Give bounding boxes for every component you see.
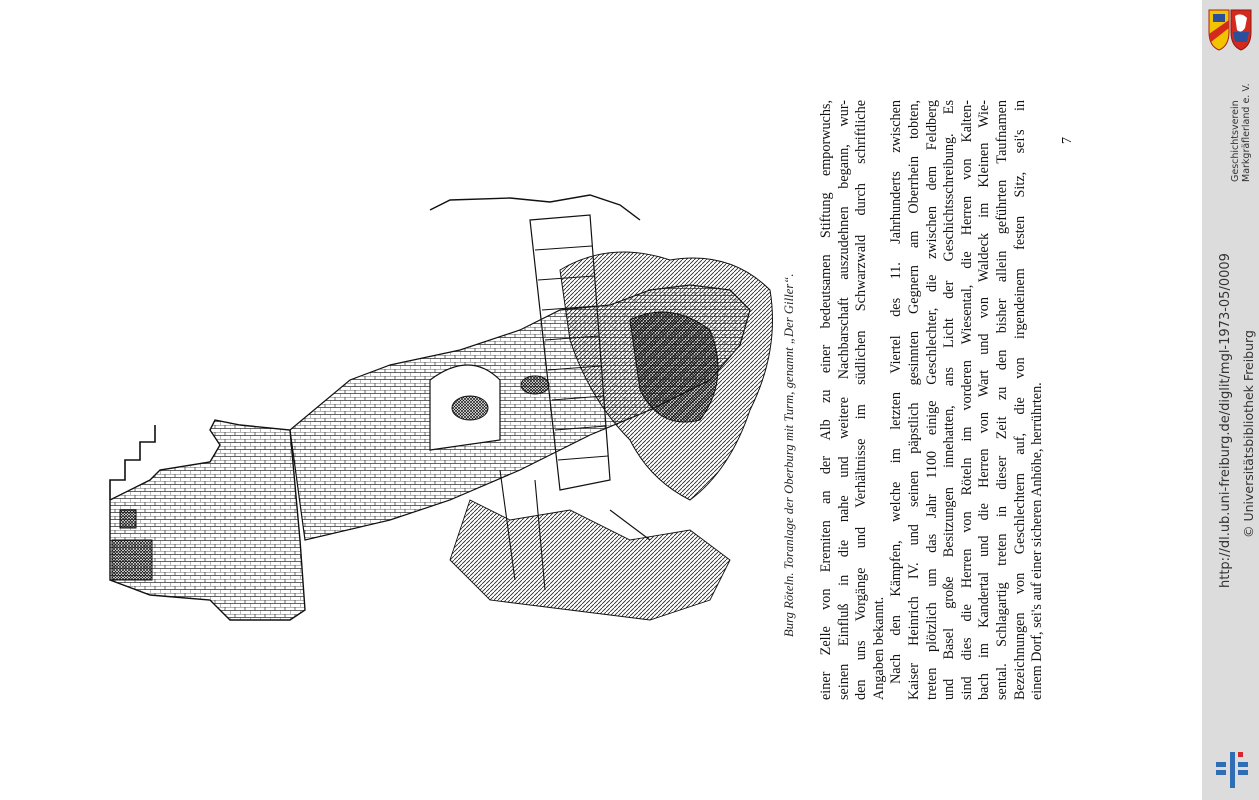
text-line: treten plötzlich um das Jahr 1100 einige Geschlechter, die zwischen dem Feldberg bbox=[923, 100, 940, 700]
text-line: bach im Kandertal und die Herren von Wart und von Waldeck im Kleinen Wie- bbox=[976, 100, 993, 700]
text-line: Bezeichnungen von Geschlechtern auf, die von irgendeinem festen Sitz, sei's in bbox=[1011, 100, 1028, 700]
text-line: sind dies die Herren von Röteln im vorderen Wiesental, die Herren von Kalten- bbox=[958, 100, 975, 700]
castle-gate-illustration bbox=[90, 180, 790, 710]
text-line: den uns Vorgänge und Verhältnisse im südlichen Schwarzwald durch schriftliche bbox=[853, 100, 870, 700]
text-line: seinen Einfluß in die nahe und weitere Nachbarschaft auszudehnen begann, wur- bbox=[835, 100, 852, 700]
text-line: einer Zelle von Eremiten an der Alb zu einer bedeutsamen Stiftung emporwuchs, bbox=[818, 100, 834, 700]
society-name-line-1: Geschichtsverein bbox=[1230, 100, 1241, 182]
body-text bbox=[818, 100, 1047, 700]
ub-freiburg-logo-icon bbox=[1210, 748, 1252, 792]
society-name-line-2: Markgräflerland e. V. bbox=[1241, 83, 1252, 182]
text-line: einem Dorf, sei's auf einer sicheren Anhöhe, herrührten. bbox=[1029, 382, 1046, 700]
text-line: und Basel große Besitzungen innehatten, ans Licht der Geschichtsschreibung. Es bbox=[941, 100, 958, 700]
text-line: Nach den Kämpfen, welche im letzten Viertel des 11. Jahrhunderts zwischen bbox=[888, 100, 905, 684]
figure-caption: Burg Röteln. Toranlage der Oberburg mit Turm, genannt „Der Giller“. bbox=[782, 273, 796, 637]
page-number: 7 bbox=[1060, 137, 1075, 144]
text-line: Angaben bekannt. bbox=[870, 596, 887, 700]
permalink-url[interactable]: http://dl.ub.uni-freiburg.de/diglit/mgl-1973-05/0009 bbox=[1218, 253, 1233, 588]
text-line: sental. Schlagartig treten in dieser Zeit zu den bisher allein geführten Taufnamen bbox=[993, 100, 1010, 700]
copyright-notice: © Universitätsbibliothek Freiburg bbox=[1241, 330, 1256, 538]
coat-of-arms-icon bbox=[1207, 8, 1253, 52]
text-line: Kaiser Heinrich IV. und seinen päpstlich gesinnten Gegnern am Oberrhein tobten, bbox=[905, 100, 922, 700]
